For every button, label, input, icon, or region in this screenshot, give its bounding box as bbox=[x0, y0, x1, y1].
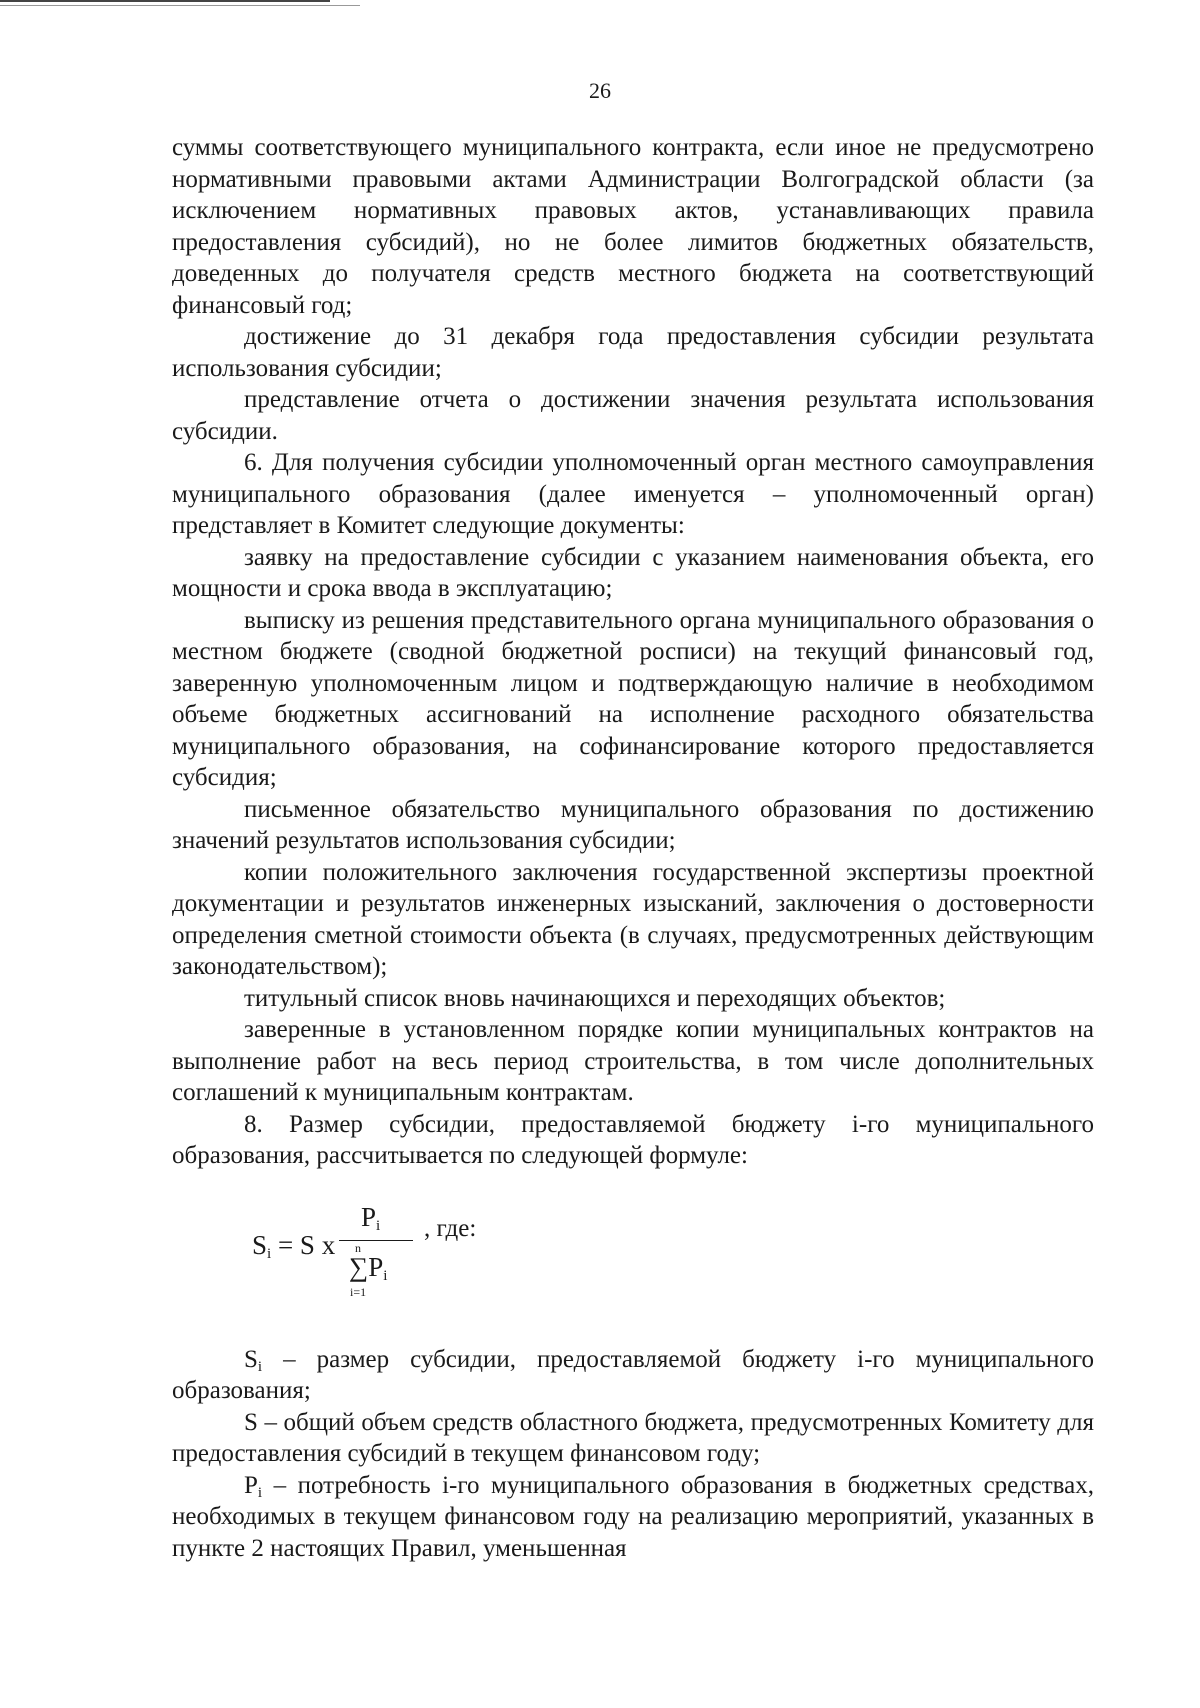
paragraph-application: заявку на предоставление субсидии с указанием наименования объекта, его мощности и срока ввода в эксплуатацию; bbox=[172, 543, 1094, 602]
formula-lhs: $S_i = S$ x bbox=[252, 1229, 336, 1262]
definition-pi: $P_i$ – потребность i-го муниципального образования в бюджетных средствах, необходимых в текущем финансовом году на реализацию мероприятий, указанных в пункте 2 настоящих Правил, уменьшенная bbox=[172, 1471, 1094, 1562]
paragraph-budget-extract: выписку из решения представительного органа муниципального образования о местном бюджете (сводной бюджетной росписи) на текущий финансовый год, заверенную уполномоченным лицом и подтверждающую наличие в необходимом объеме бюджетных ассигнований на исполнение расходного обязательства муниципального образования, на софинансирование которого предоставляется субсидия; bbox=[172, 606, 1094, 791]
definition-si: $S_i$ – размер субсидии, предоставляемой бюджету i-го муниципального образования; bbox=[172, 1345, 1094, 1404]
subsidy-formula bbox=[172, 1192, 1094, 1322]
page-number: 26 bbox=[589, 78, 611, 103]
paragraph-report-submission: представление отчета о достижении значения результата использования субсидии. bbox=[172, 386, 1094, 445]
paragraph-contract-copies: заверенные в установленном порядке копии муниципальных контрактов на выполнение работ на весь период строительства, в том числе дополнительных соглашений к муниципальным контрактам. bbox=[172, 1016, 1094, 1106]
scan-edge-lines bbox=[0, 0, 360, 8]
definition-s: S – общий объем средств областного бюджета, предусмотренных Комитету для предоставления субсидий в текущем финансовом году; bbox=[172, 1408, 1094, 1467]
document-body bbox=[172, 132, 1094, 1564]
formula-sum-lower-limit: i=1 bbox=[350, 1284, 367, 1299]
formula-fraction-bar bbox=[339, 1240, 413, 1241]
formula-numerator: $P_i$ bbox=[361, 1201, 381, 1234]
paragraph-expertise-copies: копии положительного заключения государственной экспертизы проектной документации и результатов инженерных изысканий, заключения о достоверности определения сметной стоимости объекта (в случаях, предусмотренных действующим законодательством); bbox=[172, 858, 1094, 980]
paragraph-written-obligation: письменное обязательство муниципального образования по достижению значений результатов использования субсидии; bbox=[172, 795, 1094, 854]
formula-sum-upper-limit: n bbox=[355, 1240, 361, 1255]
scan-edge-line-bottom bbox=[0, 5, 360, 6]
paragraph-item-6: 6. Для получения субсидии уполномоченный орган местного самоуправления муниципального образования (далее именуется – уполномоченный орган) представляет в Комитет следующие документы: bbox=[172, 449, 1094, 539]
formula-fraction bbox=[339, 1202, 423, 1312]
scan-edge-line-top bbox=[0, 0, 330, 2]
formula-tail: , где: bbox=[424, 1214, 477, 1242]
paragraph-result-achievement: достижение до 31 декабря года предоставления субсидии результата использования субсидии; bbox=[172, 323, 1094, 382]
paragraph-contract-sum: суммы соответствующего муниципального контракта, если иное не предусмотрено нормативными правовыми актами Администрации Волгоградской области (за исключением нормативных правовых актов, устанавливающих правила предоставления субсидий), но не более лимитов бюджетных обязательств, доведенных до получателя средств местного бюджета на соответствующий финансовый год; bbox=[172, 134, 1094, 319]
paragraph-title-list: титульный список вновь начинающихся и переходящих объектов; bbox=[244, 984, 946, 1012]
formula-denominator: $\sum P_i$ bbox=[349, 1251, 388, 1284]
paragraph-item-8: 8. Размер субсидии, предоставляемой бюджету i-го муниципального образования, рассчитывается по следующей формуле: bbox=[172, 1110, 1094, 1169]
